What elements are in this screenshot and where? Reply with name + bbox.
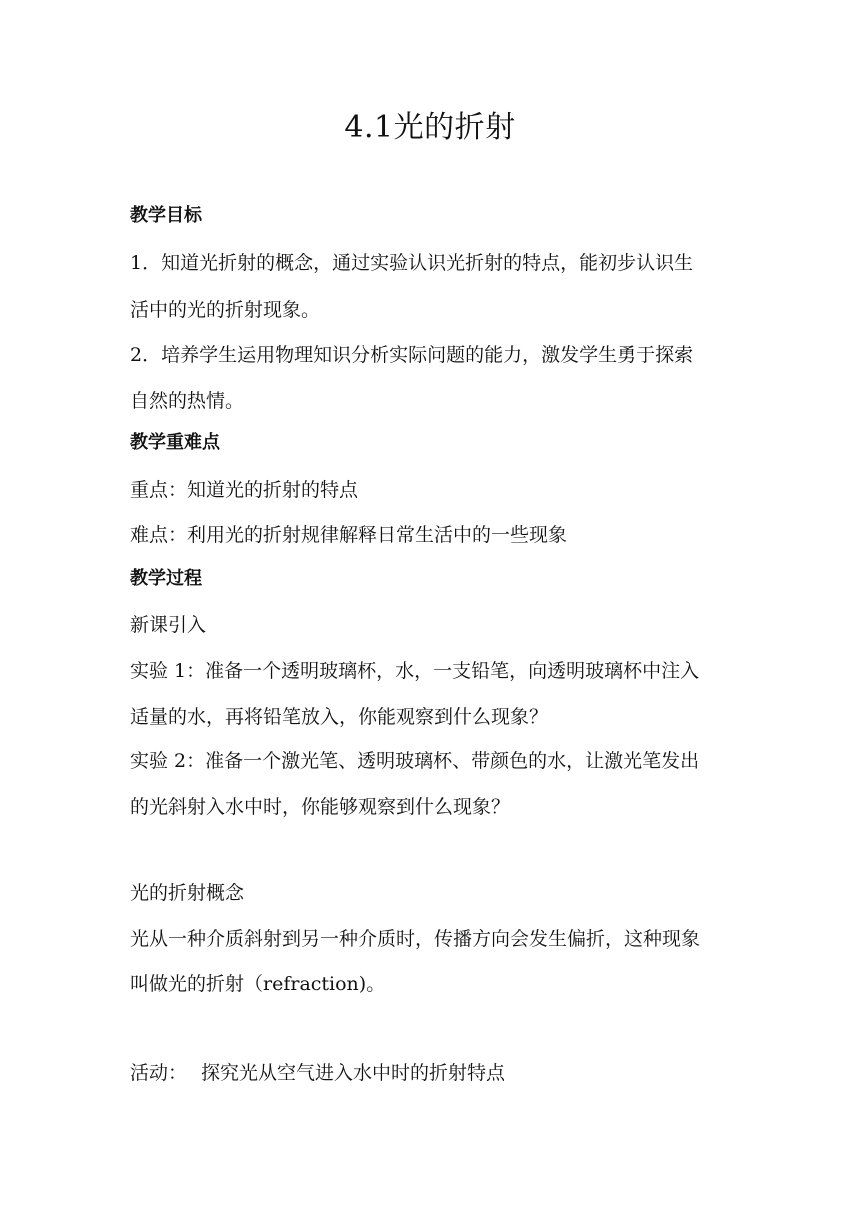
activity-line — [130, 1058, 740, 1088]
experiment-2-line-1: 实验 2：准备一个激光笔、透明玻璃杯、带颜色的水，让激光笔发出 — [130, 750, 700, 772]
objective-1-line-2: 活中的光的折射现象。 — [130, 299, 321, 321]
key-points-heading: 教学重难点 — [130, 432, 220, 453]
document-title: 4.1光的折射 — [344, 110, 516, 145]
experiment-1-line-2: 适量的水，再将铅笔放入，你能观察到什么现象？ — [130, 706, 549, 728]
experiment-2-line-2: 的光斜射入水中时，你能够观察到什么现象？ — [130, 796, 511, 818]
experiment-1-line-1: 实验 1：准备一个透明玻璃杯，水，一支铅笔，向透明玻璃杯中注入 — [130, 660, 700, 682]
objectives-heading: 教学目标 — [130, 205, 202, 226]
key-point-difficulty: 难点：利用光的折射规律解释日常生活中的一些现象 — [130, 524, 568, 546]
intro-subheading: 新课引入 — [130, 614, 207, 636]
process-heading: 教学过程 — [130, 568, 202, 589]
objective-2-line-2: 自然的热情。 — [130, 390, 245, 412]
activity-text: 探究光从空气进入水中时的折射特点 — [201, 1062, 506, 1084]
objective-1-line-1: 1．知道光折射的概念，通过实验认识光折射的特点，能初步认识生 — [130, 252, 694, 274]
concept-line-2: 叫做光的折射（refraction)。 — [130, 973, 386, 995]
activity-label: 活动： — [130, 1062, 188, 1084]
concept-line-1: 光从一种介质斜射到另一种介质时，传播方向会发生偏折，这种现象 — [130, 928, 701, 950]
objective-2-line-1: 2．培养学生运用物理知识分析实际问题的能力，激发学生勇于探索 — [130, 344, 694, 366]
concept-subheading: 光的折射概念 — [130, 882, 245, 904]
key-point-focus: 重点：知道光的折射的特点 — [130, 479, 359, 501]
